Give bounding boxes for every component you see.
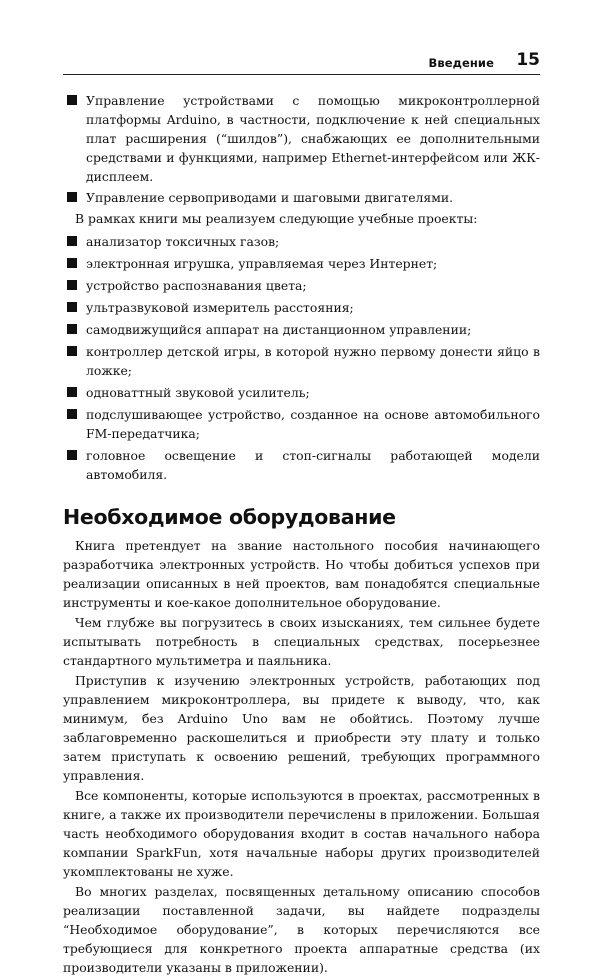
list-item [63, 446, 540, 484]
projects-intro: В рамках книги мы реализуем следующие учебные проекты: [75, 211, 478, 226]
projects-list [63, 232, 540, 484]
running-head-section: Введение [428, 56, 494, 70]
list-item-text: Управление сервоприводами и шаговыми двигателями. [86, 190, 454, 205]
topic-list [63, 91, 540, 207]
list-item [63, 320, 540, 339]
square-bullet-icon [67, 346, 77, 356]
square-bullet-icon [67, 258, 77, 268]
list-item-text: Управление устройствами с помощью микроконтроллерной платформы Arduino, в частности, подключение к ней специальных плат расширения (“шилдов”), снабжающих ее дополнительными средствами и функциями, например Ethernet-интерфейсом или ЖК-дисплеем. [86, 93, 540, 184]
list-item-text: анализатор токсичных газов; [86, 234, 280, 249]
square-bullet-icon [67, 409, 77, 419]
square-bullet-icon [67, 324, 77, 334]
list-item-text: самодвижущийся аппарат на дистанционном управлении; [86, 322, 472, 337]
list-item [63, 276, 540, 295]
list-item [63, 342, 540, 380]
list-item [63, 298, 540, 317]
paragraph: Все компоненты, которые используются в проектах, рассмотренных в книге, а также их производители перечислены в приложении. Большая часть необходимого оборудования входит в состав начального набора компании SparkFun, хотя начальные наборы других производителей укомплектованы не хуже. [63, 788, 540, 879]
list-item-text: подслушивающее устройство, созданное на основе автомобильного FM-передатчика; [86, 407, 540, 441]
list-item [63, 188, 540, 207]
list-item-text: электронная игрушка, управляемая через Интернет; [86, 256, 438, 271]
list-item-text: одноваттный звуковой усилитель; [86, 385, 310, 400]
square-bullet-icon [67, 192, 77, 202]
square-bullet-icon [67, 387, 77, 397]
list-item-text: ультразвуковой измеритель расстояния; [86, 300, 354, 315]
square-bullet-icon [67, 280, 77, 290]
section-paragraphs [63, 536, 540, 977]
square-bullet-icon [67, 302, 77, 312]
page-number: 15 [516, 50, 540, 70]
square-bullet-icon [67, 236, 77, 246]
section-title: Необходимое оборудование [63, 505, 396, 529]
square-bullet-icon [67, 95, 77, 105]
list-item-text: устройство распознавания цвета; [86, 278, 307, 293]
list-item [63, 232, 540, 251]
list-item [63, 383, 540, 402]
list-item [63, 405, 540, 443]
list-item [63, 91, 540, 186]
paragraph: Приступив к изучению электронных устройств, работающих под управлением микроконтроллера, вы придете к выводу, что, как минимум, без Arduino Uno вам не обойтись. Поэтому лучше заблаговременно раскошелиться и приобрести эту плату и только затем приступать к освоению решений, требующих программного управления. [63, 673, 540, 783]
running-head [63, 52, 540, 75]
list-item-text: контроллер детской игры, в которой нужно первому донести яйцо в ложке; [86, 344, 540, 378]
square-bullet-icon [67, 450, 77, 460]
paragraph: Книга претендует на звание настольного пособия начинающего разработчика электронных устройств. Но чтобы добиться успехов при реализации описанных в ней проектов, вам понадобятся специальные инструменты и кое-какое дополнительное оборудование. [63, 538, 540, 610]
page-body [63, 91, 540, 978]
list-item-text: головное освещение и стоп-сигналы работающей модели автомобиля. [86, 448, 540, 482]
paragraph: Во многих разделах, посвященных детальному описанию способов реализации поставленной задачи, вы найдете подразделы “Необходимое оборудование”, в которых перечисляются все требующиеся для конкретного проекта аппаратные средства (их производители указаны в приложении). [63, 884, 540, 975]
list-item [63, 254, 540, 273]
paragraph: Чем глубже вы погрузитесь в своих изысканиях, тем сильнее будете испытывать потребность в специальных средствах, посерьезнее стандартного мультиметра и паяльника. [63, 615, 540, 668]
